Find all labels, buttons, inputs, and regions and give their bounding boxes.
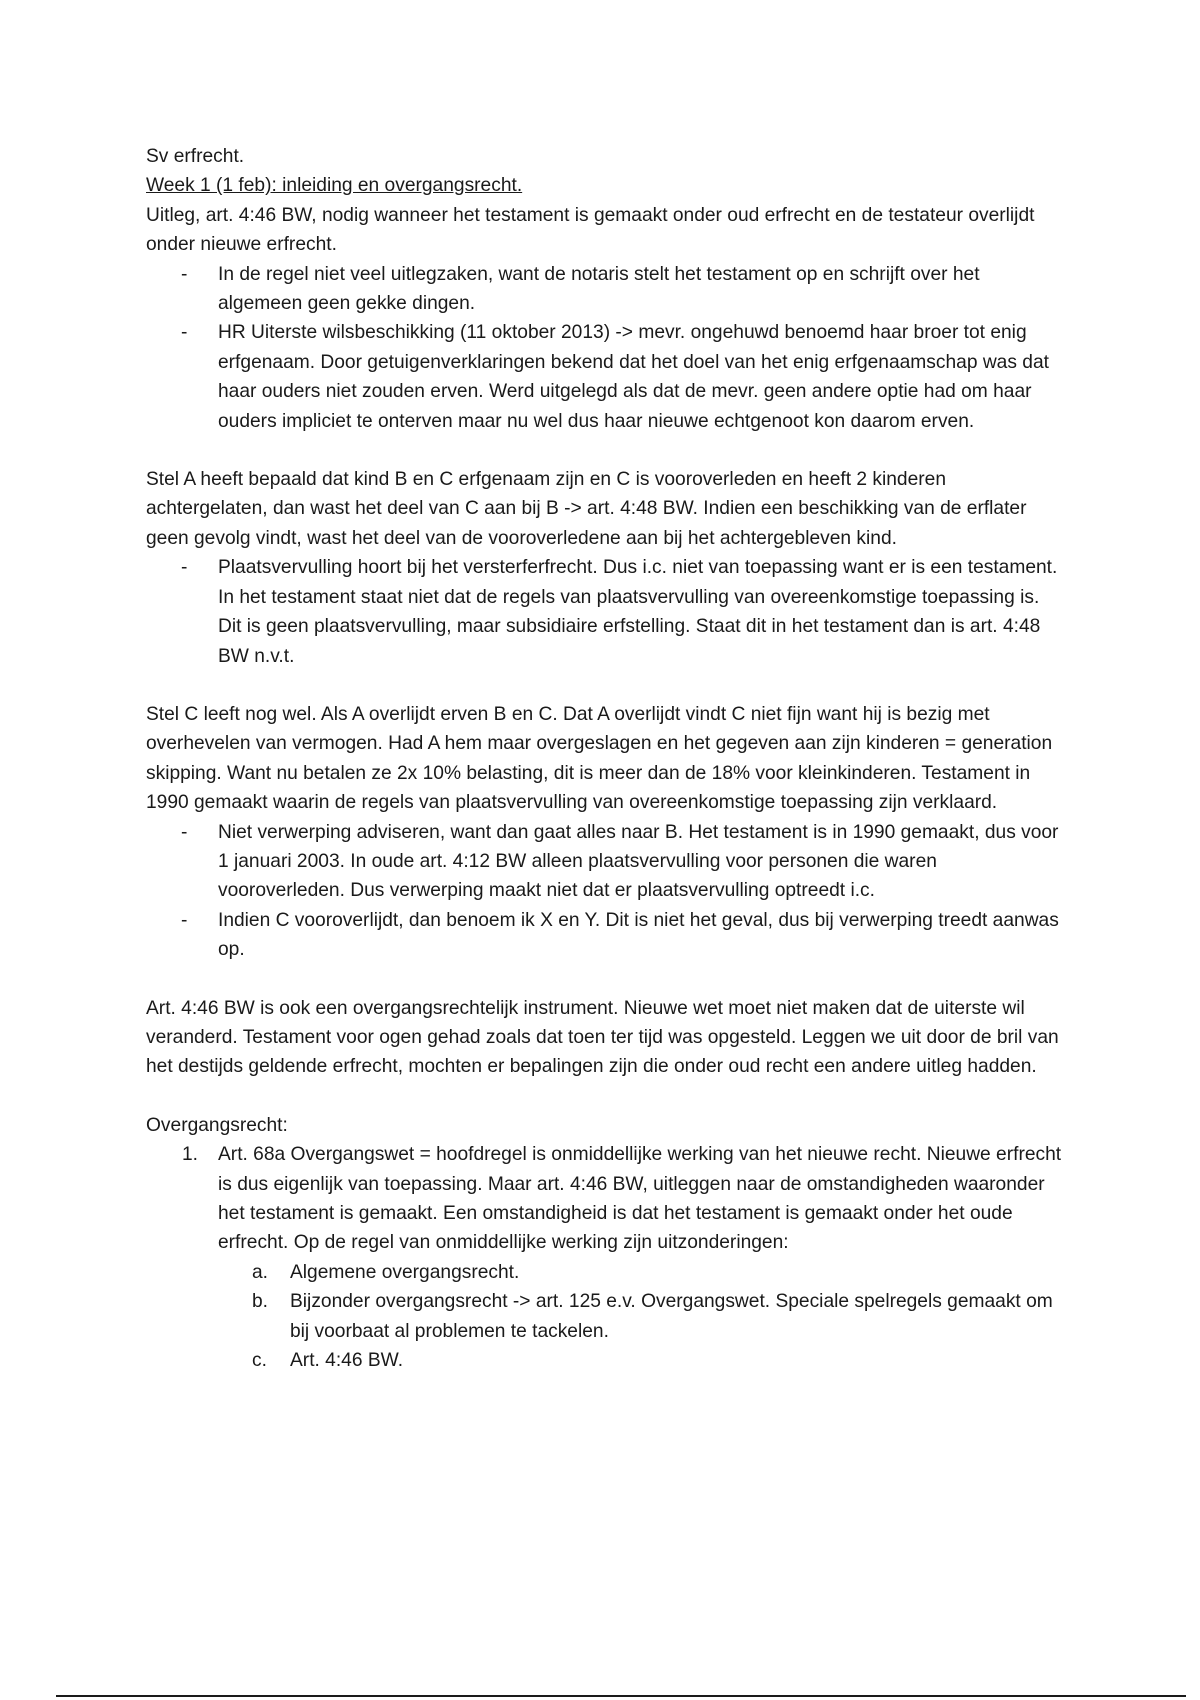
- section3-intro: Stel C leeft nog wel. Als A overlijdt erven B en C. Dat A overlijdt vindt C niet fijn want hij is bezig met overhevelen van vermogen. Had A hem maar overgeslagen en het gegeven aan zijn kinderen = generation skipping. Want nu betalen ze 2x 10% belasting, dit is meer dan de 18% voor kleinkinderen. Testament in 1990 gemaakt waarin de regels van plaatsvervulling van overeenkomstige toepassing zijn verklaard.: [146, 703, 1053, 814]
- paragraph-spacer: [146, 671, 1066, 700]
- paragraph-spacer: [146, 436, 1066, 465]
- section4-intro: Art. 4:46 BW is ook een overgangsrechtelijk instrument. Nieuwe wet moet niet maken dat de uiterste wil veranderd. Testament voor ogen gehad zoals dat toen ter tijd was opgesteld. Leggen we uit door de bril van het destijds geldende erfrecht, mochten er bepalingen zijn die onder oud recht een andere uitleg hadden.: [146, 997, 1059, 1078]
- section1-bullet-list: [146, 260, 1066, 436]
- list-item: - Plaatsvervulling hoort bij het versterferfrecht. Dus i.c. niet van toepassing want er is een testament. In het testament staat niet dat de regels van plaatsvervulling van overeenkomstige toepassing is. Dit is geen plaatsvervulling, maar subsidiaire erfstelling. Staat dit in het testament dan is art. 4:48 BW n.v.t.: [146, 553, 1066, 671]
- numbered-list-item: [146, 1140, 1066, 1375]
- sub-item-text: Art. 4:46 BW.: [290, 1350, 404, 1372]
- section3-bullet-list: [146, 818, 1066, 965]
- list-marker: 1.: [182, 1144, 199, 1166]
- list-item: - In de regel niet veel uitlegzaken, want de notaris stelt het testament op en schrijft over het algemeen geen gekke dingen.: [146, 260, 1066, 319]
- list-item: - HR Uiterste wilsbeschikking (11 oktober 2013) -> mevr. ongehuwd benoemd haar broer tot enig erfgenaam. Door getuigenverklaringen bekend dat het doel van het enig erfgenaamschap was dat haar ouders niet zouden erven. Werd uitgelegd als dat de mevr. geen andere optie had om haar ouders impliciet te onterven maar nu wel dus haar nieuwe echtgenoot kon daarom erven.: [146, 318, 1066, 436]
- list-marker: b.: [252, 1291, 269, 1313]
- paragraph-spacer: [146, 1082, 1066, 1111]
- week-heading: Week 1 (1 feb): inleiding en overgangsrecht.: [146, 175, 523, 197]
- sub-list: [218, 1258, 1066, 1376]
- section1-intro: Uitleg, art. 4:46 BW, nodig wanneer het testament is gemaakt onder oud erfrecht en de testateur overlijdt onder nieuwe erfrecht.: [146, 204, 1035, 256]
- paragraph-spacer: [146, 965, 1066, 994]
- document-page: [146, 142, 1066, 1375]
- list-marker: a.: [252, 1261, 269, 1283]
- list-marker: c.: [252, 1350, 267, 1372]
- list-item: - Indien C vooroverlijdt, dan benoem ik X en Y. Dit is niet het geval, dus bij verwerping treedt aanwas op.: [146, 906, 1066, 965]
- section2-bullet-list: [146, 553, 1066, 671]
- sub-list-item: [146, 1287, 1066, 1346]
- sub-list-item: [146, 1346, 1066, 1375]
- page-bottom-rule: [56, 1695, 1186, 1697]
- list-item: - Niet verwerping adviseren, want dan gaat alles naar B. Het testament is in 1990 gemaakt, dus voor 1 januari 2003. In oude art. 4:12 BW alleen plaatsvervulling voor personen die waren vooroverleden. Dus verwerping maakt niet dat er plaatsvervulling optreedt i.c.: [146, 818, 1066, 906]
- document-title: Sv erfrecht.: [146, 146, 245, 167]
- section5-heading: Overgangsrecht:: [146, 1114, 288, 1136]
- sub-item-text: Algemene overgangsrecht.: [290, 1261, 520, 1283]
- sub-list-item: [146, 1258, 1066, 1287]
- section2-intro: Stel A heeft bepaald dat kind B en C erfgenaam zijn en C is vooroverleden en heeft 2 kinderen achtergelaten, dan wast het deel van C aan bij B -> art. 4:48 BW. Indien een beschikking van de erflater geen gevolg vindt, wast het deel van de vooroverledene aan bij het achtergebleven kind.: [146, 469, 1027, 549]
- numbered-item-text: Art. 68a Overgangswet = hoofdregel is onmiddellijke werking van het nieuwe recht. Nieuwe erfrecht is dus eigenlijk van toepassing. Maar art. 4:46 BW, uitleggen naar de omstandigheden waaronder het testament is gemaakt. Een omstandigheid is dat het testament is gemaakt onder het oude erfrecht. Op de regel van onmiddellijke werking zijn uitzonderingen:: [218, 1144, 1062, 1254]
- sub-item-text: Bijzonder overgangsrecht -> art. 125 e.v. Overgangswet. Speciale spelregels gemaakt om bij voorbaat al problemen te tackelen.: [290, 1291, 1053, 1342]
- overgangsrecht-numbered-list: [146, 1140, 1066, 1375]
